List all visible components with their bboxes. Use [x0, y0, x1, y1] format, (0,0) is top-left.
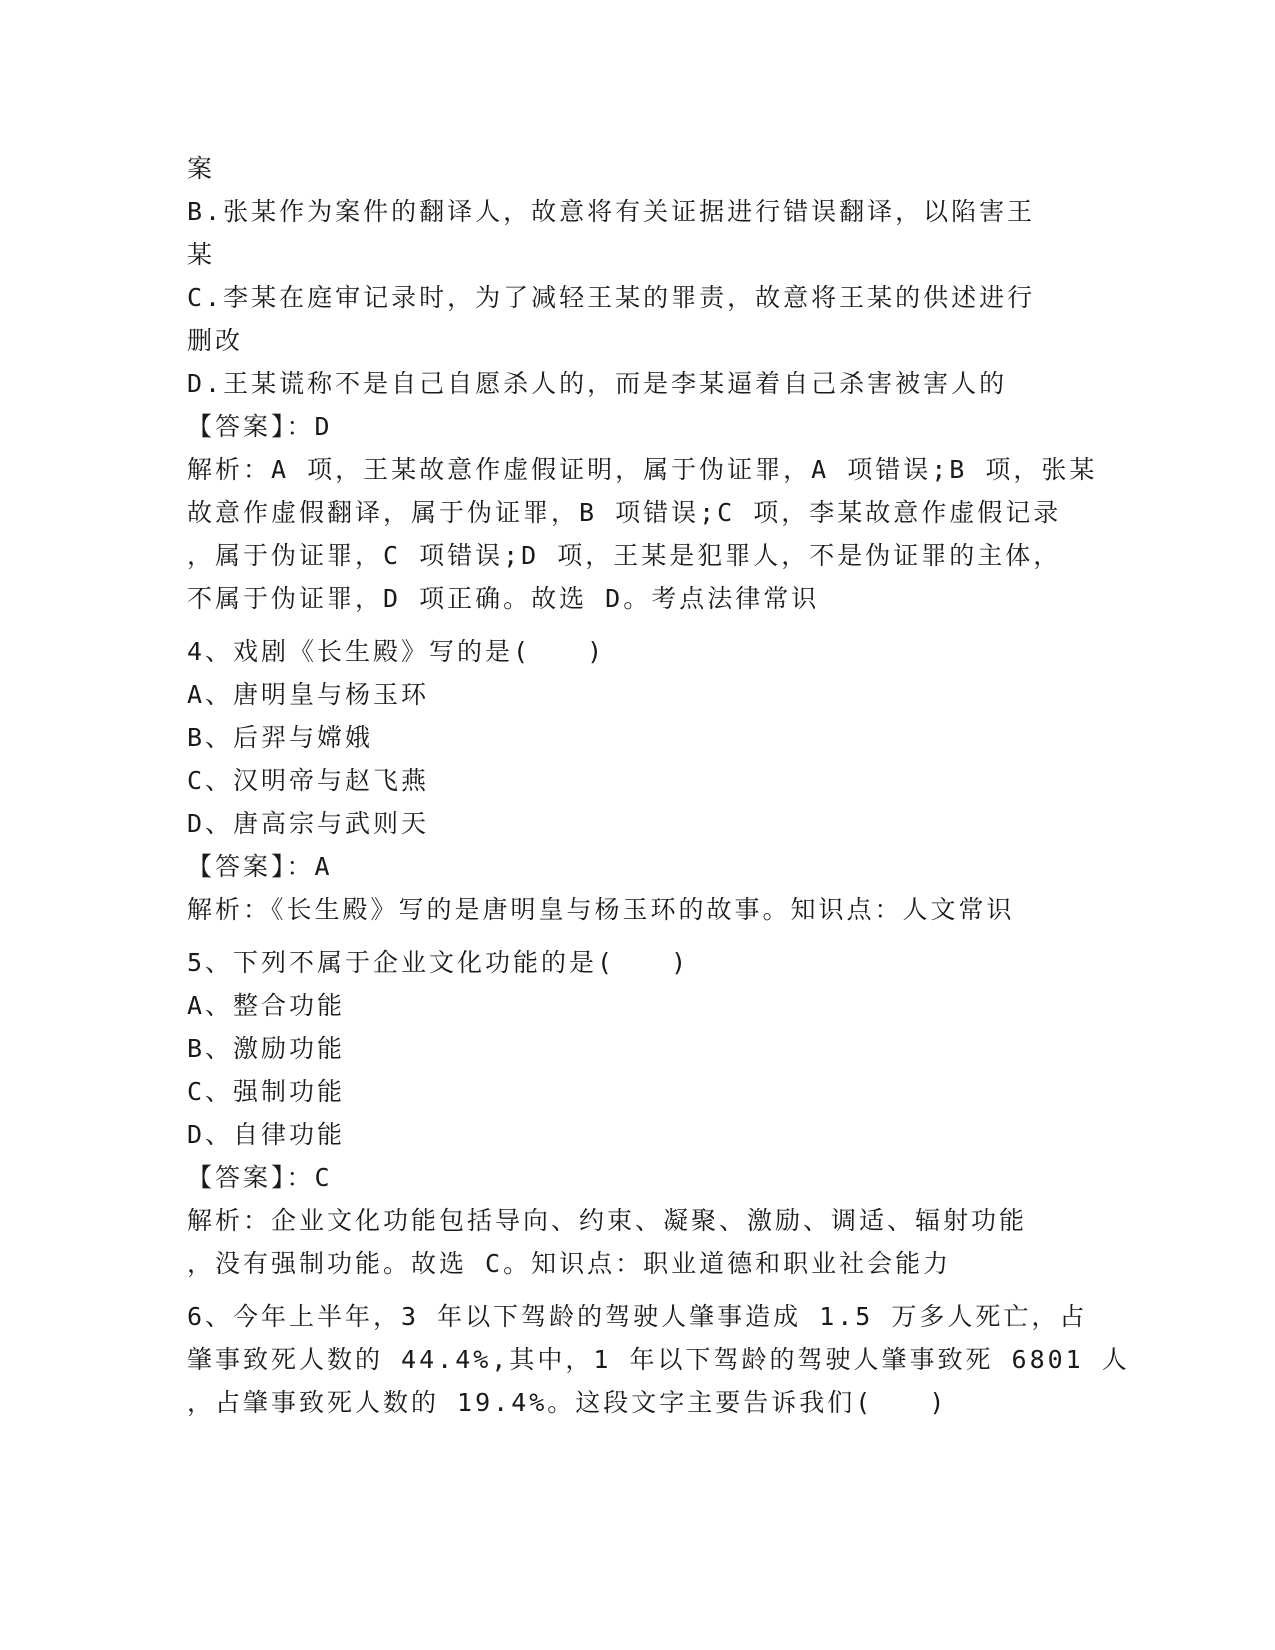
page-content [187, 147, 1130, 1424]
option-b-line-1: B.张某作为案件的翻译人，故意将有关证据进行错误翻译，以陷害王 [187, 197, 1036, 226]
option-d: D、自律功能 [187, 1120, 346, 1149]
analysis-line-1: 解析：A 项，王某故意作虚假证明，属于伪证罪，A 项错误;B 项，张某 [187, 455, 1098, 484]
option-b: B、后羿与嫦娥 [187, 723, 374, 752]
option-c: C、汉明帝与赵飞燕 [187, 766, 430, 795]
analysis-line-1: 解析：企业文化功能包括导向、约束、凝聚、激励、调适、辐射功能 [187, 1206, 1028, 1235]
option-a: A、整合功能 [187, 991, 346, 1020]
option-a: A、唐明皇与杨玉环 [187, 680, 430, 709]
analysis-line-2: ，没有强制功能。故选 C。知识点：职业道德和职业社会能力 [187, 1249, 952, 1278]
option-b: B、激励功能 [187, 1034, 346, 1063]
option-a-tail: 案 [187, 154, 216, 183]
answer: 【答案】：A [187, 852, 333, 881]
question-4 [187, 630, 1087, 931]
option-d: D、唐高宗与武则天 [187, 809, 430, 838]
question-stem: 5、下列不属于企业文化功能的是( ) [187, 948, 690, 977]
question-3-tail [187, 147, 1098, 620]
option-d: D.王某谎称不是自己自愿杀人的，而是李某逼着自己杀害被害人的 [187, 369, 1008, 398]
analysis-line-3: ，属于伪证罪，C 项错误;D 项，王某是犯罪人，不是伪证罪的主体， [187, 541, 1062, 570]
option-c-line-2: 删改 [187, 326, 244, 355]
answer: 【答案】：D [187, 412, 333, 441]
question-6 [187, 1295, 1130, 1424]
question-stem: 4、戏剧《长生殿》写的是( ) [187, 637, 606, 666]
question-stem-line-1: 6、今年上半年，3 年以下驾龄的驾驶人肇事造成 1.5 万多人死亡，占 [187, 1302, 1088, 1331]
analysis-line-1: 解析：《长生殿》写的是唐明皇与杨玉环的故事。知识点：人文常识 [187, 895, 1015, 924]
analysis-line-2: 故意作虚假翻译，属于伪证罪，B 项错误;C 项，李某故意作虚假记录 [187, 498, 1062, 527]
option-c: C、强制功能 [187, 1077, 346, 1106]
option-b-line-2: 某 [187, 240, 216, 269]
question-stem-line-2: 肇事致死人数的 44.4%,其中，1 年以下驾龄的驾驶人肇事致死 6801 人 [187, 1345, 1130, 1374]
question-stem-line-3: ，占肇事致死人数的 19.4%。这段文字主要告诉我们( ) [187, 1388, 948, 1417]
question-5 [187, 941, 1087, 1285]
answer: 【答案】：C [187, 1163, 333, 1192]
option-c-line-1: C.李某在庭审记录时，为了减轻王某的罪责，故意将王某的供述进行 [187, 283, 1036, 312]
analysis-line-4: 不属于伪证罪，D 项正确。故选 D。考点法律常识 [187, 584, 820, 613]
